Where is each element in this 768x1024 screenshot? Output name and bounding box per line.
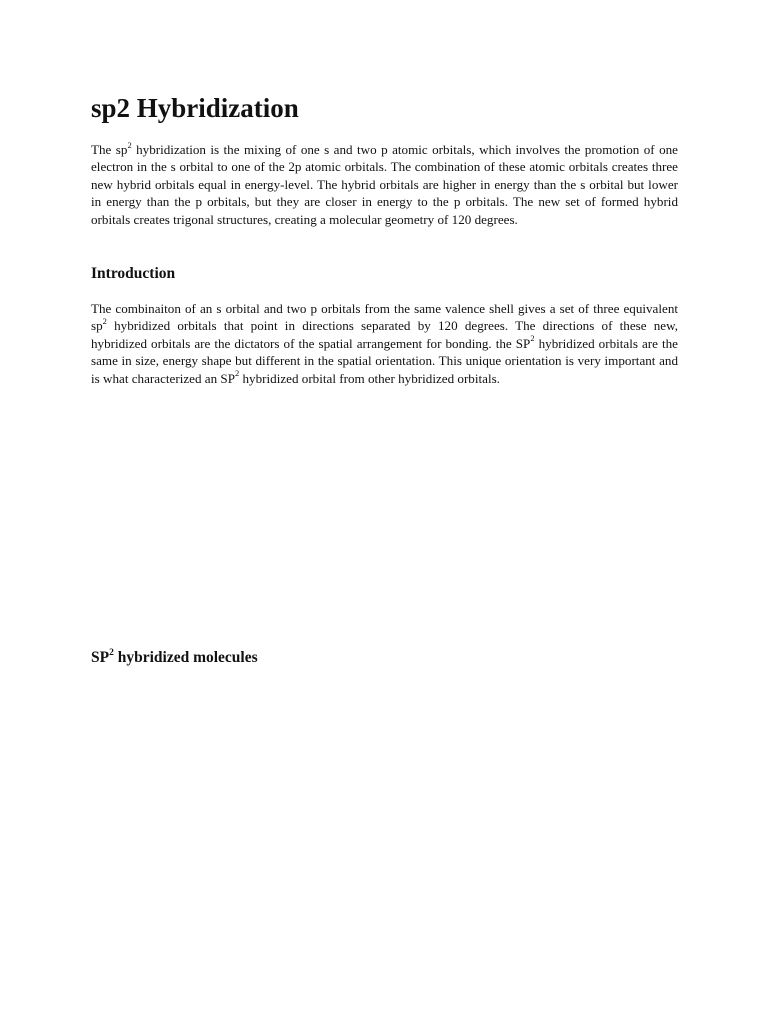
superscript: 2 [530,333,535,344]
intro-paragraph [91,141,678,228]
superscript: 2 [127,139,132,150]
intro-text-2: hybridization is the mixing of one s and two p atomic orbitals, which involves the promotion of one electron in the s orbital to one of the 2p atomic orbitals. The combination of these atomic orbitals creates three new hybrid orbitals equal in energy-level. The hybrid orbitals are higher in energy than the s orbital but lower in energy than the p orbitals, but they are closer in energy to the p orbitals. The new set of formed hybrid orbitals creates trigonal structures, creating a molecular geometry of 120 degrees. [91,142,678,227]
introduction-text-2: hybridized orbitals that point in directions separated by 120 degrees. The directions of these new, hybridized orbitals are the dictators of the spatial arrangement for bonding. the SP [91,318,678,351]
introduction-text-4: hybridized orbital from other hybridized orbitals. [239,370,500,386]
introduction-paragraph [91,300,678,387]
superscript: 2 [102,316,107,327]
introduction-text-1: The combinaiton of an s orbital and two p orbitals from the same valence shell gives a set of three equivalent sp [91,301,678,334]
superscript: 2 [109,647,114,658]
superscript: 2 [234,368,240,379]
intro-text-1: The sp [91,142,128,157]
section-heading-introduction: Introduction [91,265,176,282]
page-title: sp2 Hybridization [91,93,299,123]
heading-text-1: SP [91,649,110,666]
introduction-text-3: hybridized orbitals are the same in size, energy shape but different in the spatial orientation. This unique orientation is very important and is what characterized an SP [91,335,678,386]
section-heading-molecules [91,648,258,668]
heading-text-2: hybridized molecules [113,649,258,666]
